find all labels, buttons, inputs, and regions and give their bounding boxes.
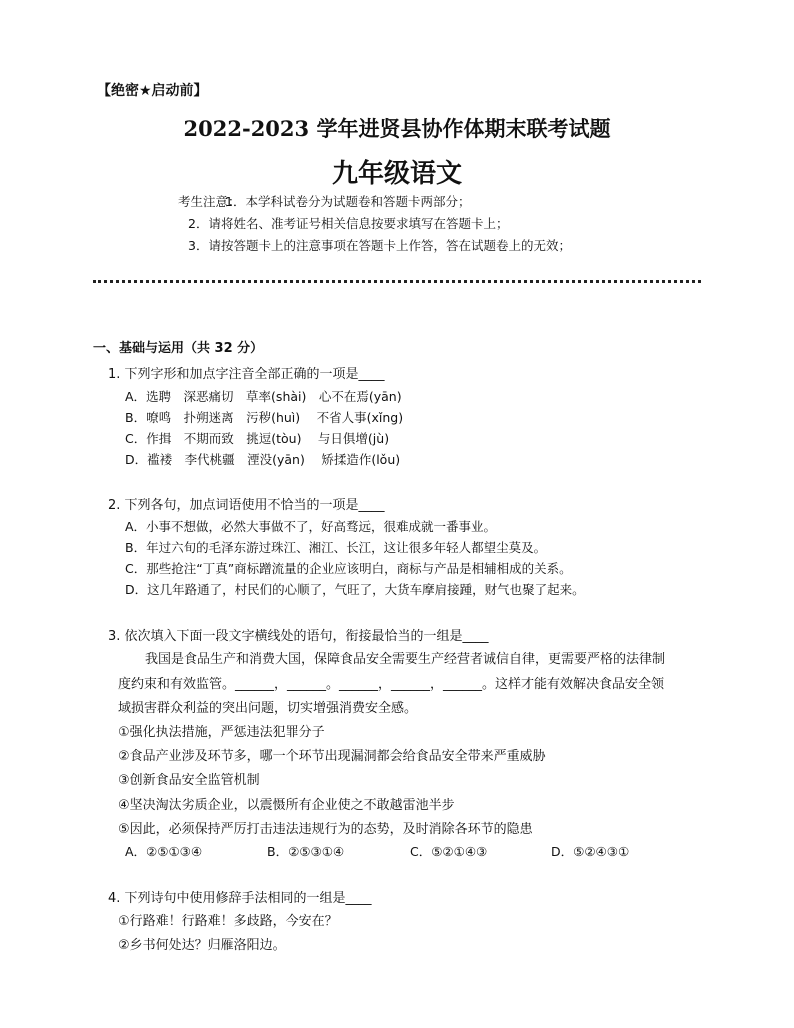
confidential-mark: 【绝密★启动前】 — [97, 83, 208, 99]
question-option: C．那些抢注“丁真”商标蹭流量的企业应该明白，商标与产品是相辅相成的关系。 — [125, 561, 572, 576]
question-option: B．年过六旬的毛泽东游过珠江、湘江、长江，这让很多年轻人都望尘莫及。 — [125, 540, 547, 555]
question-option: D．这几年路通了，村民们的心顺了，气旺了，大货车摩肩接踵，财气也聚了起来。 — [125, 582, 585, 597]
answer-choice: D．⑤②④③① — [551, 844, 630, 859]
notice-label: 考生注意： — [178, 194, 241, 209]
sentence-item: ①强化执法措施，严惩违法犯罪分子 — [118, 725, 325, 740]
answer-choice: B．②⑤③①④ — [267, 844, 345, 859]
sentence-item: ③创新食品安全监管机制 — [118, 773, 260, 788]
passage-line: 度约束和有效监管。______，______。______，______，______。这样才能有效解决食品安全领 — [118, 677, 665, 692]
notice-item: 2．请将姓名、准考证号相关信息按要求填写在答题卡上； — [188, 216, 509, 231]
sentence-item: ②食品产业涉及环节多，哪一个环节出现漏洞都会给食品安全带来严重威胁 — [118, 749, 546, 764]
exam-title: 2022-2023 学年进贤县协作体期末联考试题 — [183, 116, 611, 141]
poem-line: ②乡书何处达？归雁洛阳边。 — [118, 938, 286, 953]
sentence-item: ④坚决淘汰劣质企业，以震慑所有企业使之不敢越雷池半步 — [118, 798, 455, 813]
sentence-item: ⑤因此，必须保持严厉打击违法违规行为的态势，及时消除各环节的隐患 — [118, 822, 533, 837]
question-option: B．嘹鸣 扑朔迷离 污秽(huì) 不省人事(xǐng) — [125, 410, 404, 425]
question-option: D．褴褛 李代桃疆 湮没(yān) 矫揉造作(lǒu) — [125, 452, 401, 467]
question-option: A．小事不想做，必然大事做不了，好高骛远，很难成就一番事业。 — [125, 519, 497, 534]
question-option: A．选聘 深恶痛切 草率(shài) 心不在焉(yān) — [125, 389, 402, 404]
passage-line: 域损害群众利益的突出问题，切实增强消费安全感。 — [118, 701, 418, 716]
answer-choice: A．②⑤①③④ — [125, 844, 203, 859]
passage-line: 我国是食品生产和消费大国，保障食品安全需要生产经营者诚信自律，更需要严格的法律制 — [145, 652, 666, 667]
exam-subject: 九年级语文 — [331, 159, 462, 189]
question-stem-2: 2. 下列各句，加点词语使用不恰当的一项是____ — [108, 498, 385, 513]
notice-item: 3．请按答题卡上的注意事项在答题卡上作答，答在试题卷上的无效； — [188, 238, 571, 253]
section-heading: 一、基础与运用（共 32 分） — [93, 341, 264, 356]
dotted-divider — [93, 280, 701, 287]
answer-choice: C．⑤②①④③ — [410, 844, 488, 859]
poem-line: ①行路难！行路难！多歧路，今安在？ — [118, 914, 338, 929]
question-stem-3: 3. 依次填入下面一段文字横线处的语句，衔接最恰当的一组是____ — [108, 629, 489, 644]
question-stem-1: 1. 下列字形和加点字注音全部正确的一项是____ — [108, 367, 385, 382]
notice-item: 1．本学科试卷分为试题卷和答题卡两部分； — [225, 194, 471, 209]
question-stem-4: 4. 下列诗句中使用修辞手法相同的一组是____ — [108, 891, 372, 906]
question-option: C．作揖 不期而致 挑逗(tòu) 与日俱增(jù) — [125, 431, 390, 446]
